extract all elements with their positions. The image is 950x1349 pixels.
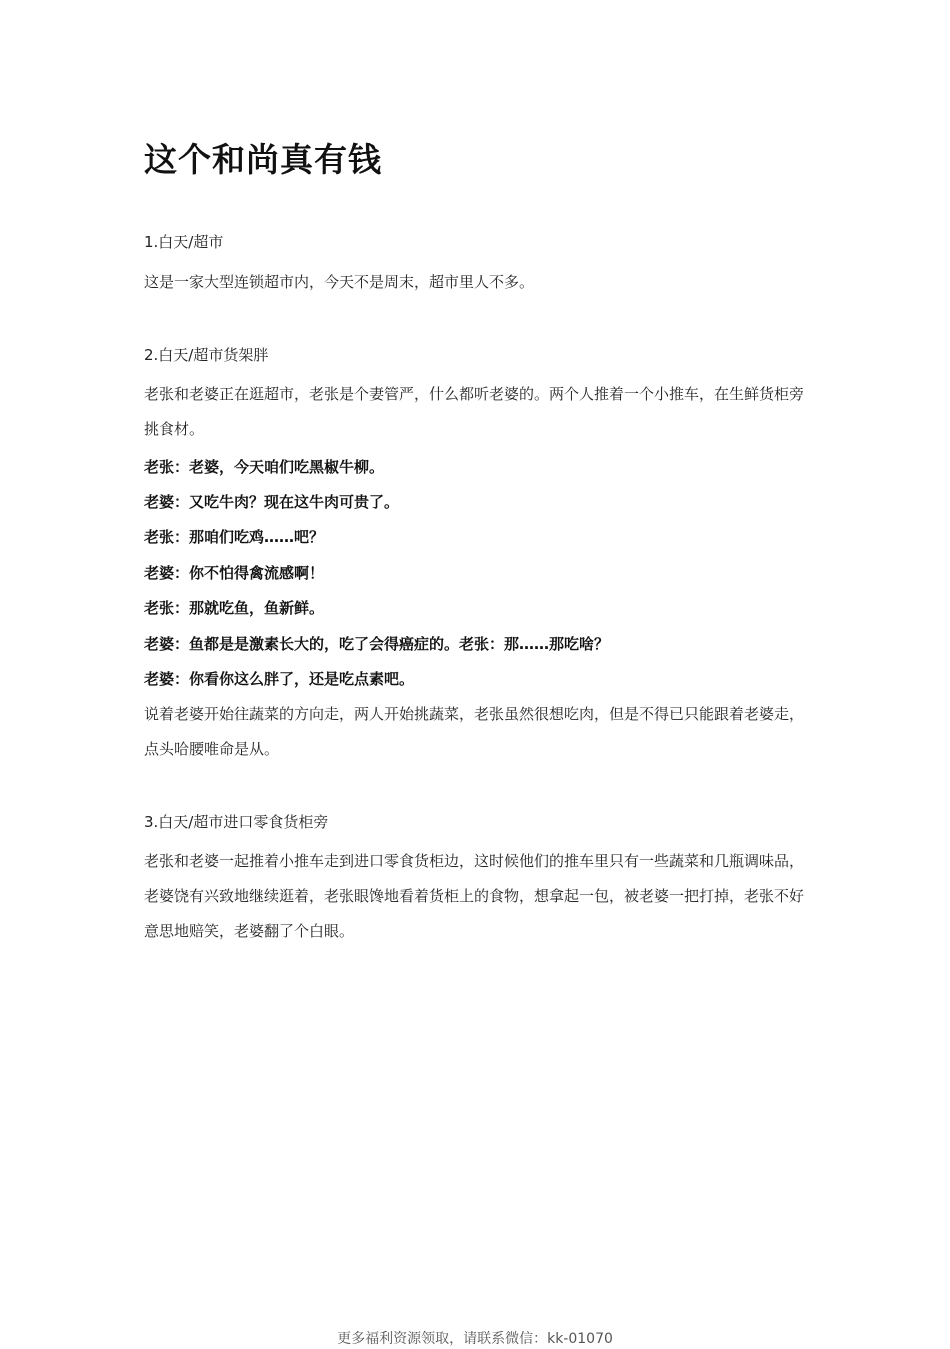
document-title: 这个和尚真有钱 <box>144 140 382 179</box>
dialogue-line: 老婆：你看你这么胖了，还是吃点素吧。 <box>144 670 415 688</box>
dialogue-line: 老婆：鱼都是是激素长大的，吃了会得癌症的。老张：那……那吃啥？ <box>144 635 610 653</box>
dialogue-line: 老婆：又吃牛肉？现在这牛肉可贵了。 <box>144 493 400 511</box>
section-closing-2: 说着老婆开始往蔬菜的方向走，两人开始挑蔬菜，老张虽然很想吃肉，但是不得已只能跟着老婆走，点头哈腰唯命是从。 <box>144 705 805 758</box>
dialogue-line: 老婆：你不怕得禽流感啊！ <box>144 564 325 582</box>
page-footer: 更多福利资源领取，请联系微信：kk-01070 <box>337 1331 613 1347</box>
dialogue-line: 老张：那咱们吃鸡……吧？ <box>144 528 325 546</box>
section-paragraph-1: 这是一家大型连锁超市内，今天不是周末，超市里人不多。 <box>144 273 535 291</box>
section-paragraph-2: 老张和老婆正在逛超市，老张是个妻管严，什么都听老婆的。两个人推着一个小推车，在生鲜货柜旁挑食材。 <box>144 385 805 438</box>
section-heading-1: 1.白天/超市 <box>144 233 224 251</box>
section-heading-2: 2.白天/超市货架胖 <box>144 346 269 364</box>
dialogue-line: 老张：老婆，今天咱们吃黑椒牛柳。 <box>144 458 385 476</box>
section-heading-3: 3.白天/超市进口零食货柜旁 <box>144 813 329 831</box>
section-paragraph-3: 老张和老婆一起推着小推车走到进口零食货柜边，这时候他们的推车里只有一些蔬菜和几瓶调味品，老婆饶有兴致地继续逛着，老张眼馋地看着货柜上的食物，想拿起一包，被老婆一把打掉，老张不好意思地赔笑，老婆翻了个白眼。 <box>144 852 805 940</box>
dialogue-line: 老张：那就吃鱼，鱼新鲜。 <box>144 599 325 617</box>
